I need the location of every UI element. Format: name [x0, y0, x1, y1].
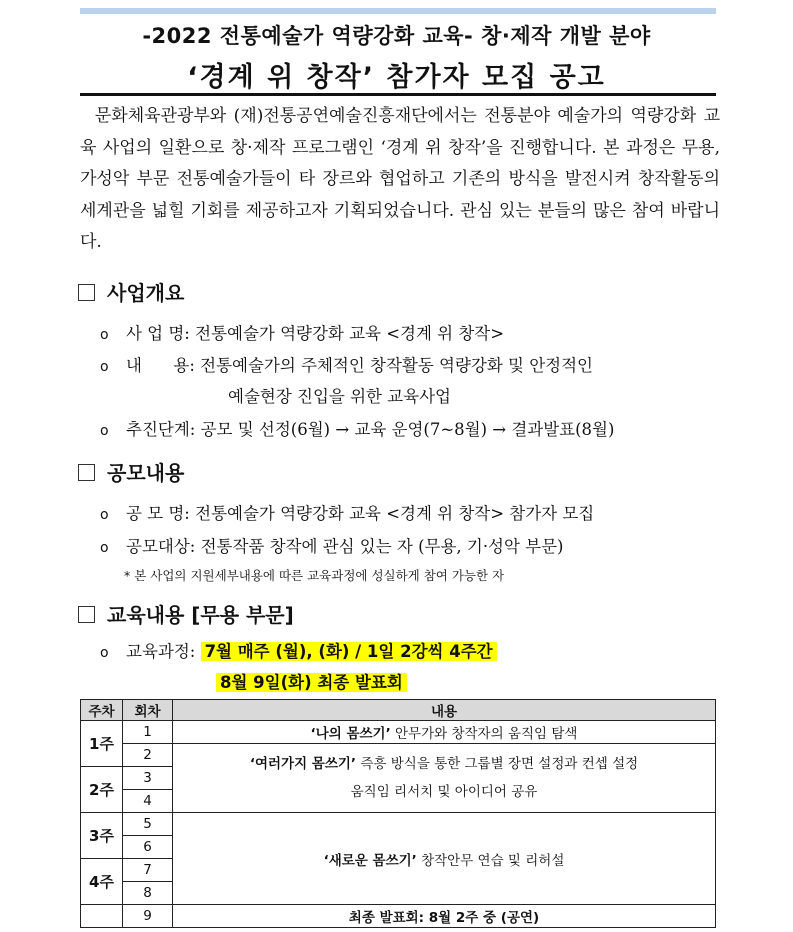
content-desc: 즉흥 방식을 통한 그룹별 장면 설정과 컨셉 설정 [360, 756, 639, 772]
table-row [81, 905, 716, 928]
item-label: 추진단계: [126, 420, 196, 439]
circle-bullet-icon: o [100, 359, 109, 375]
week-cell: 1주 [81, 721, 123, 767]
overview-item-content [100, 352, 720, 376]
course-final-highlight: 8월 9일(화) 최종 발표회 [216, 673, 407, 692]
header-subtitle: -2022 전통예술가 역량강화 교육- 창·제작 개발 분야 [142, 24, 651, 48]
recruit-note: * 본 사업의 지원세부내용에 따른 교육과정에 성실하게 참여 가능한 자 [124, 568, 505, 583]
content-cell [173, 721, 716, 744]
item-value-cont: 예술현장 진입을 위한 교육사업 [228, 387, 451, 406]
square-bullet-icon [78, 284, 95, 301]
content-title: ‘새로운 몸쓰기’ [323, 852, 417, 869]
intro-text: 문화체육관광부와 (재)전통공연예술진흥재단에서는 전통분야 예술가의 역량강화 교육 사업의 일환으로 창·제작 프로그램인 ‘경계 위 창작’을 진행합니다. 본 과정은 무용, 가성악 부문 전통예술가들이 타 장르와 협업하고 기존의 방식을 발전시켜 창작활동의 세계관을 넓힐 기회를 제공하고자 기획되었습니다. 관심 있는 분들의 많은 참여 바랍니다. [80, 106, 720, 252]
content-desc: 창작안무 연습 및 리허설 [421, 852, 565, 869]
overview-item-content-cont [228, 383, 793, 407]
content-title: ‘나의 몸쓰기’ [310, 726, 391, 742]
session-cell: 6 [123, 836, 173, 859]
week-cell-empty [81, 905, 123, 928]
course-schedule-highlight: 7월 매주 (월), (화) / 1일 2강씩 4주간 [201, 642, 497, 661]
item-value: 전통예술가 역량강화 교육 <경계 위 창작> 참가자 모집 [195, 504, 595, 523]
week-cell: 3주 [81, 813, 123, 859]
item-value: 전통예술가 역량강화 교육 <경계 위 창작> [195, 324, 505, 343]
section-heading-recruit [78, 457, 184, 486]
header-week: 주차 [81, 700, 123, 721]
content-desc: 안무가와 창작자의 움직임 탐색 [395, 726, 578, 742]
header-session: 회차 [123, 700, 173, 721]
section-heading-text: 교육내용 [무용 부문] [107, 603, 294, 627]
session-cell: 7 [123, 859, 173, 882]
table-row [81, 721, 716, 744]
session-cell: 2 [123, 744, 173, 767]
header-top-bar [80, 8, 716, 14]
section-heading-education [78, 599, 294, 628]
week-cell: 2주 [81, 767, 123, 813]
content-cell [173, 744, 716, 813]
header-title: ‘경계 위 창작’ 참가자 모집 공고 [187, 62, 606, 93]
item-value: 공모 및 선정(6월) → 교육 운영(7~8월) → 결과발표(8월) [200, 420, 615, 439]
session-cell: 8 [123, 882, 173, 905]
table-row [81, 813, 716, 836]
section-heading-text: 공모내용 [107, 461, 185, 485]
session-cell: 3 [123, 767, 173, 790]
session-cell: 4 [123, 790, 173, 813]
content-desc-2: 움직임 리서치 및 아이디어 공유 [350, 784, 538, 800]
content-cell: 최종 발표회: 8월 2주 중 (공연) [173, 905, 716, 928]
recruit-item-name [100, 500, 720, 524]
recruit-item-target [100, 533, 720, 557]
content-title: ‘여러가지 몸쓰기’ [249, 756, 357, 772]
education-course [100, 638, 720, 662]
circle-bullet-icon: o [100, 423, 109, 439]
week-cell: 4주 [81, 859, 123, 905]
overview-item-name [100, 320, 720, 344]
header-divider [80, 93, 716, 96]
item-label: 내 용: [126, 356, 195, 375]
content-cell [173, 813, 716, 905]
session-cell: 9 [123, 905, 173, 928]
section-heading-overview [78, 277, 184, 306]
item-value: 전통작품 창작에 관심 있는 자 (무용, 기·성악 부문) [200, 537, 564, 556]
square-bullet-icon [78, 464, 95, 481]
overview-item-stage [100, 416, 720, 440]
circle-bullet-icon: o [100, 540, 109, 556]
table-row [81, 744, 716, 767]
session-cell: 5 [123, 813, 173, 836]
intro-paragraph [80, 101, 720, 259]
table-header-row [81, 700, 716, 721]
circle-bullet-icon: o [100, 327, 109, 343]
session-cell: 1 [123, 721, 173, 744]
item-label: 공모대상: [126, 537, 196, 556]
item-label: 공 모 명: [126, 504, 190, 523]
circle-bullet-icon: o [100, 507, 109, 523]
item-label: 사 업 명: [126, 324, 190, 343]
section-heading-text: 사업개요 [107, 281, 185, 305]
education-course-final [216, 669, 793, 693]
header-content: 내용 [173, 700, 716, 721]
item-label: 교육과정: [126, 642, 196, 661]
circle-bullet-icon: o [100, 645, 109, 661]
schedule-table [80, 699, 716, 928]
item-value: 전통예술가의 주체적인 창작활동 역량강화 및 안정적인 [200, 356, 593, 375]
square-bullet-icon [78, 606, 95, 623]
